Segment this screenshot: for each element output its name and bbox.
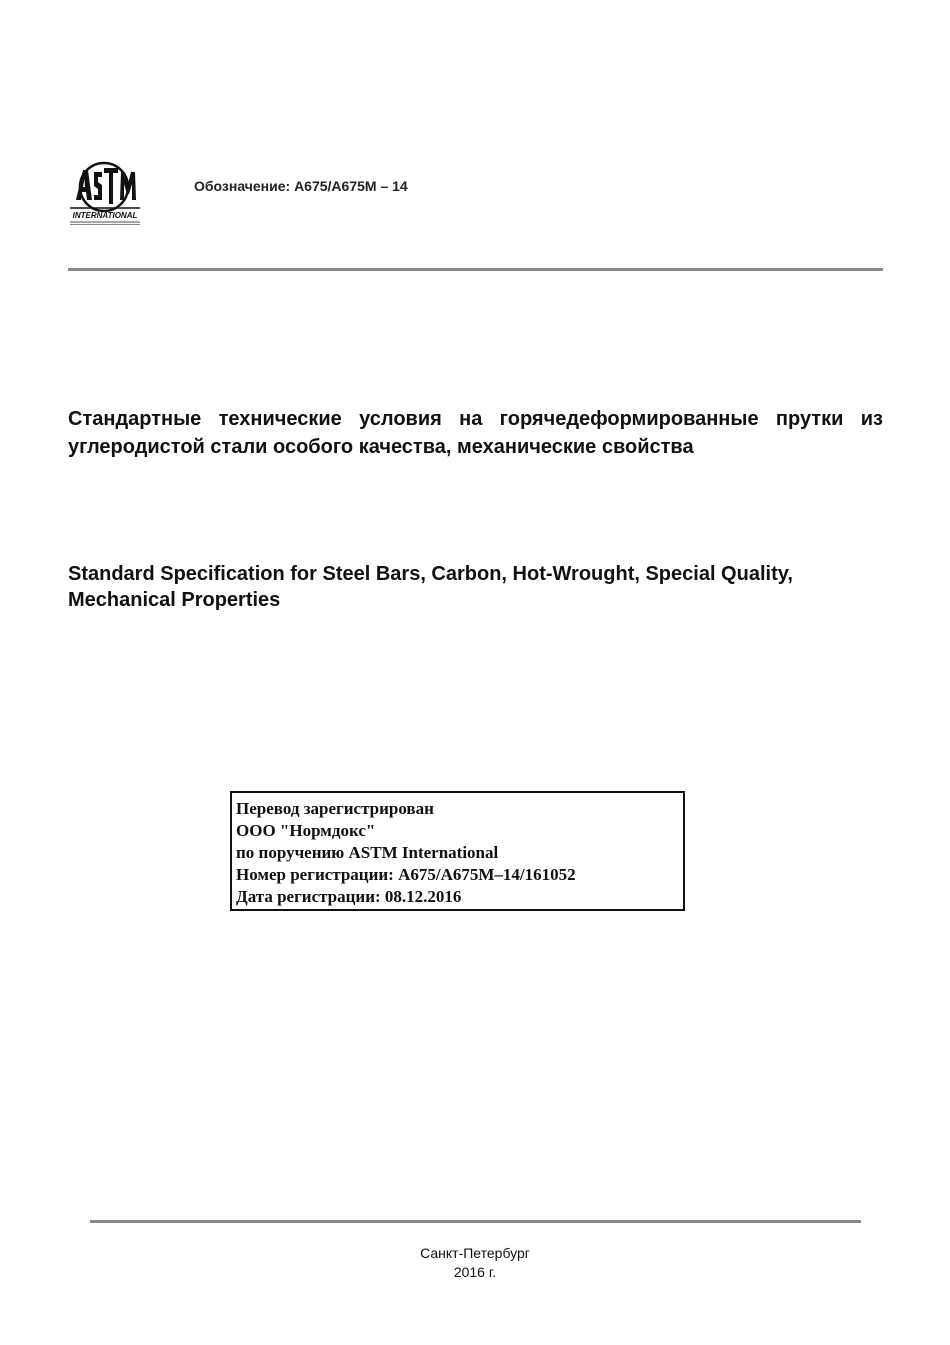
- registration-number: Номер регистрации: A675/A675M–14/161052: [236, 865, 576, 884]
- title-english: Standard Specification for Steel Bars, Carbon, Hot-Wrought, Special Quality, Mechanical Properties: [68, 563, 793, 611]
- registration-line: ООО "Нормдокс": [236, 821, 376, 840]
- top-divider: [68, 268, 883, 271]
- registration-stamp-box: [230, 791, 685, 911]
- registration-line: Перевод зарегистрирован: [236, 799, 434, 818]
- svg-text:INTERNATIONAL: INTERNATIONAL: [72, 211, 138, 220]
- title-russian: Стандартные технические условия на горячедеформированные прутки из углеродистой стали особого качества, механические свойства: [68, 408, 883, 458]
- astm-logo-icon: [66, 160, 144, 228]
- footer: [0, 1244, 950, 1282]
- registration-date: Дата регистрации: 08.12.2016: [236, 887, 462, 906]
- document-designation: Обозначение: A675/A675M – 14: [194, 178, 408, 194]
- bottom-divider: [90, 1220, 861, 1223]
- registration-line: по поручению ASTM International: [236, 843, 499, 862]
- footer-city: Санкт-Петербург: [420, 1245, 530, 1261]
- footer-year: 2016 г.: [453, 1264, 497, 1280]
